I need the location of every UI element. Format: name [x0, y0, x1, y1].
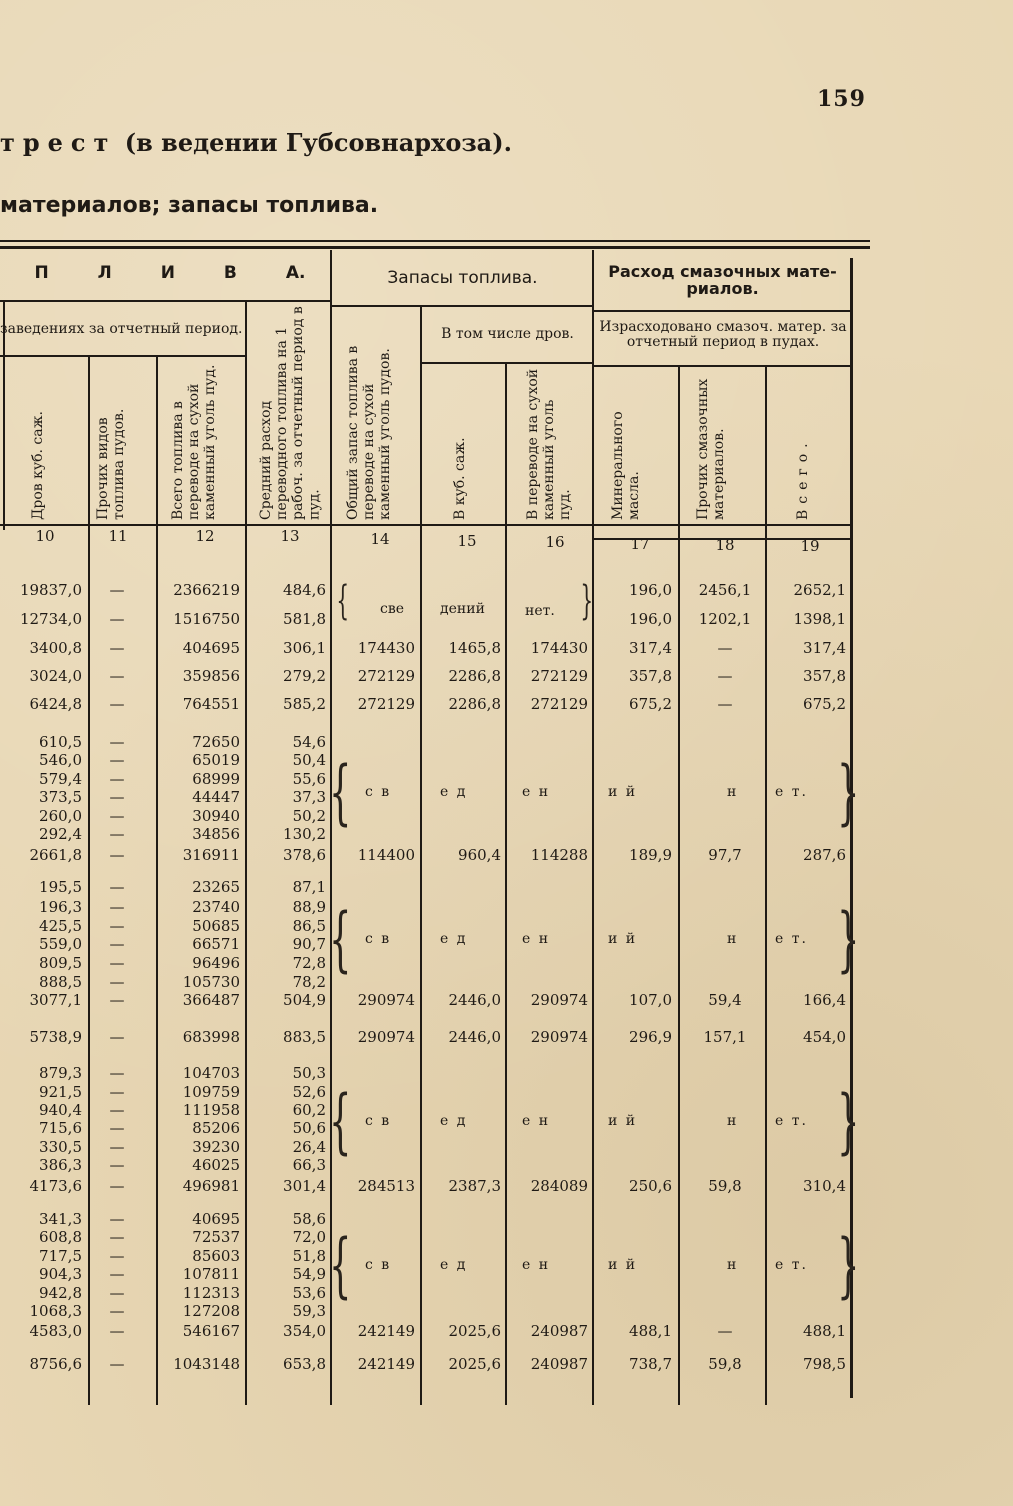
column-number: 15: [457, 532, 477, 550]
table-cell: 5738,9: [29, 1028, 82, 1046]
table-cell: 653,8: [283, 1355, 326, 1373]
table-cell: 354,0: [283, 1322, 326, 1340]
table-cell: 272129: [530, 695, 588, 713]
note-svedeniy-net: е т.: [775, 931, 808, 947]
table-cell: 1043148: [173, 1355, 240, 1373]
header-col13: Средний расход переводного топлива на 1 рабоч. за отчетный период в пуд.: [258, 306, 323, 520]
table-cell: 105730: [182, 973, 240, 991]
table-cell: 174430: [357, 639, 415, 657]
table-cell: 242149: [357, 1322, 415, 1340]
table-cell: 888,5: [39, 973, 82, 991]
table-cell: 260,0: [39, 807, 82, 825]
brace-close: }: [837, 751, 860, 833]
note-svedeniy-net: е н: [522, 784, 551, 800]
table-cell: —: [109, 878, 125, 896]
note-sve: све: [380, 601, 405, 617]
table-cell: 488,1: [629, 1322, 672, 1340]
grid-line: [420, 305, 422, 1405]
note-svedeniy-net: е д: [440, 784, 468, 800]
header-rashod: Расход смазочных мате-риалов.: [608, 262, 837, 298]
table-cell: 66571: [192, 935, 240, 953]
table-cell: 290974: [530, 1028, 588, 1046]
table-cell: 44447: [192, 788, 240, 806]
page-title: [0, 128, 512, 157]
brace-open: {: [329, 898, 352, 980]
table-cell: —: [109, 1138, 125, 1156]
table-cell: —: [717, 639, 733, 657]
table-cell: 585,2: [283, 695, 326, 713]
table-cell: 1465,8: [448, 639, 501, 657]
table-cell: —: [109, 935, 125, 953]
header-rule: [330, 305, 592, 307]
table-cell: 196,0: [629, 581, 672, 599]
table-cell: 50685: [192, 917, 240, 935]
table-cell: 960,4: [458, 846, 501, 864]
table-cell: 53,6: [292, 1284, 326, 1302]
table-cell: 675,2: [803, 695, 846, 713]
table-cell: —: [109, 1101, 125, 1119]
header-letter: А.: [285, 263, 306, 283]
table-cell: 4173,6: [29, 1177, 82, 1195]
table-cell: 85206: [192, 1119, 240, 1137]
page-number: 159: [817, 86, 866, 112]
table-cell: 1068,3: [29, 1302, 82, 1320]
table-cell: 317,4: [629, 639, 672, 657]
table-cell: 26,4: [292, 1138, 326, 1156]
table-cell: 66,3: [292, 1156, 326, 1174]
table-cell: 157,1: [703, 1028, 747, 1046]
table-cell: 683998: [182, 1028, 240, 1046]
table-cell: 373,5: [39, 788, 82, 806]
table-cell: 366487: [182, 991, 240, 1009]
table-cell: 404695: [182, 639, 240, 657]
table-cell: 290974: [530, 991, 588, 1009]
table-cell: 454,0: [803, 1028, 846, 1046]
table-cell: —: [109, 695, 125, 713]
header-letter: В: [223, 263, 237, 283]
note-svedeniy-net: е н: [522, 1257, 551, 1273]
table-cell: 97,7: [708, 846, 742, 864]
table-cell: 2661,8: [29, 846, 82, 864]
table-cell: 54,6: [292, 733, 326, 751]
note-svedeniy-net: е т.: [775, 1257, 808, 1273]
table-cell: 55,6: [292, 770, 326, 788]
header-col17: Минерального масла.: [610, 411, 643, 520]
table-cell: 59,8: [708, 1355, 742, 1373]
table-cell: —: [109, 639, 125, 657]
table-cell: 717,5: [39, 1247, 82, 1265]
table-cell: 72,8: [292, 954, 326, 972]
table-cell: 50,6: [292, 1119, 326, 1137]
table-cell: 87,1: [292, 878, 326, 896]
table-cell: 904,3: [39, 1265, 82, 1283]
column-number: 19: [800, 537, 820, 555]
table-cell: —: [109, 991, 125, 1009]
table-cell: —: [109, 1119, 125, 1137]
table-cell: 23740: [192, 898, 240, 916]
table-cell: 2286,8: [448, 695, 501, 713]
header-rule: [592, 310, 850, 312]
table-cell: 107,0: [629, 991, 672, 1009]
brace-open: {: [329, 1224, 352, 1306]
table-cell: —: [109, 610, 125, 628]
note-svedeniy-net: с в: [365, 784, 392, 800]
note-svedeniy-net: и й: [608, 1113, 638, 1129]
table-cell: 2366219: [173, 581, 240, 599]
table-cell: 59,4: [708, 991, 742, 1009]
table-cell: 34856: [192, 825, 240, 843]
brace-open: {: [336, 578, 350, 624]
table-cell: —: [109, 751, 125, 769]
note-svedeniy-net: е д: [440, 931, 468, 947]
note-svedeniy-net: н: [727, 784, 739, 800]
table-cell: —: [109, 846, 125, 864]
header-letter: Л: [97, 263, 112, 283]
note-svedeniy-net: е д: [440, 1113, 468, 1129]
table-cell: 675,2: [629, 695, 672, 713]
table-cell: 2456,1: [698, 581, 752, 599]
note-deniy: дений: [440, 601, 485, 617]
header-col16: В переводе на сухой каменный уголь пуд.: [525, 368, 574, 520]
table-cell: 104703: [182, 1064, 240, 1082]
table-cell: 879,3: [39, 1064, 82, 1082]
grid-line: [765, 365, 767, 1405]
note-svedeniy-net: с в: [365, 1113, 392, 1129]
table-cell: —: [109, 954, 125, 972]
header-bottom-rule: [0, 524, 850, 526]
table-cell: 546,0: [39, 751, 82, 769]
table-cell: —: [717, 667, 733, 685]
header-col15: В куб. саж.: [452, 437, 468, 520]
note-svedeniy-net: е д: [440, 1257, 468, 1273]
table-cell: 51,8: [292, 1247, 326, 1265]
table-cell: 107811: [182, 1265, 240, 1283]
header-col19: Всего.: [795, 437, 811, 520]
table-cell: 242149: [357, 1355, 415, 1373]
table-cell: 130,2: [283, 825, 326, 843]
column-number: 11: [108, 527, 128, 545]
header-zapasy: Запасы топлива.: [387, 268, 538, 288]
table-cell: 72,0: [292, 1228, 326, 1246]
header-col18: Прочих смазочных материалов.: [695, 378, 728, 520]
title-rest: (в ведении Губсовнархоза).: [124, 128, 512, 157]
table-cell: —: [109, 1083, 125, 1101]
table-cell: —: [109, 581, 125, 599]
table-cell: 1202,1: [698, 610, 752, 628]
table-cell: 310,4: [803, 1177, 846, 1195]
top-rule: [0, 240, 870, 242]
table-cell: —: [109, 1028, 125, 1046]
table-cell: 357,8: [629, 667, 672, 685]
grid-line: [592, 250, 594, 1405]
table-cell: 23265: [192, 878, 240, 896]
table-cell: —: [109, 917, 125, 935]
table-cell: 279,2: [283, 667, 326, 685]
table-cell: 316911: [182, 846, 240, 864]
table-cell: 559,0: [39, 935, 82, 953]
table-cell: 189,9: [629, 846, 672, 864]
note-svedeniy-net: е н: [522, 1113, 551, 1129]
table-cell: 715,6: [39, 1119, 82, 1137]
table-cell: 112313: [182, 1284, 240, 1302]
table-cell: 272129: [530, 667, 588, 685]
table-cell: 59,8: [708, 1177, 742, 1195]
header-v-tom-chisle: В том числе дров.: [441, 326, 574, 342]
header-rule: [0, 300, 330, 302]
header-izrashodovano: Израсходовано смазоч. матер. за отчетный период в пудах.: [599, 319, 847, 350]
header-letter: И: [160, 263, 175, 283]
table-cell: 272129: [357, 695, 415, 713]
table-cell: 764551: [182, 695, 240, 713]
table-cell: 114288: [530, 846, 588, 864]
table-cell: 52,6: [292, 1083, 326, 1101]
table-cell: 50,3: [292, 1064, 326, 1082]
table-cell: 581,8: [283, 610, 326, 628]
table-cell: —: [109, 1265, 125, 1283]
table-cell: —: [109, 770, 125, 788]
brace-close: }: [580, 578, 594, 624]
header-rule: [0, 355, 245, 357]
table-cell: 40695: [192, 1210, 240, 1228]
title-trest: трест: [0, 128, 117, 157]
table-cell: 610,5: [39, 733, 82, 751]
table-cell: 195,5: [39, 878, 82, 896]
table-cell: 12734,0: [19, 610, 82, 628]
table-cell: 88,9: [292, 898, 326, 916]
table-cell: 78,2: [292, 973, 326, 991]
table-cell: 2446,0: [448, 1028, 501, 1046]
table-cell: —: [109, 973, 125, 991]
column-number: 18: [715, 536, 735, 554]
table-cell: 386,3: [39, 1156, 82, 1174]
table-cell: —: [717, 1322, 733, 1340]
table-cell: 90,7: [292, 935, 326, 953]
table-cell: 1516750: [173, 610, 240, 628]
note-net: нет.: [525, 603, 555, 619]
table-cell: 921,5: [39, 1083, 82, 1101]
table-cell: 378,6: [283, 846, 326, 864]
table-cell: 942,8: [39, 1284, 82, 1302]
table-cell: 301,4: [283, 1177, 326, 1195]
header-col10: Дров куб. саж.: [30, 411, 46, 520]
table-cell: 341,3: [39, 1210, 82, 1228]
table-cell: 2652,1: [793, 581, 846, 599]
table-cell: —: [109, 1322, 125, 1340]
table-cell: 425,5: [39, 917, 82, 935]
brace-open: {: [329, 1080, 352, 1162]
table-cell: 608,8: [39, 1228, 82, 1246]
table-cell: —: [109, 825, 125, 843]
table-cell: 284089: [530, 1177, 588, 1195]
table-cell: —: [109, 898, 125, 916]
table-cell: 65019: [192, 751, 240, 769]
table-cell: —: [109, 807, 125, 825]
table-cell: 240987: [530, 1322, 588, 1340]
table-cell: 296,9: [629, 1028, 672, 1046]
brace-close: }: [837, 1080, 860, 1162]
table-cell: 290974: [357, 991, 415, 1009]
table-cell: 579,4: [39, 770, 82, 788]
table-cell: 114400: [357, 846, 415, 864]
table-cell: 504,9: [283, 991, 326, 1009]
table-cell: 357,8: [803, 667, 846, 685]
table-cell: 240987: [530, 1355, 588, 1373]
table-cell: 39230: [192, 1138, 240, 1156]
table-cell: 809,5: [39, 954, 82, 972]
header-col14: Общий запас топлива в переводе на сухой каменный уголь пудов.: [345, 345, 394, 520]
note-svedeniy-net: н: [727, 1257, 739, 1273]
table-cell: 72537: [192, 1228, 240, 1246]
table-cell: 272129: [357, 667, 415, 685]
table-cell: 2025,6: [448, 1322, 501, 1340]
table-cell: 3077,1: [29, 991, 82, 1009]
table-cell: 59,3: [292, 1302, 326, 1320]
table-cell: 940,4: [39, 1101, 82, 1119]
brace-close: }: [837, 898, 860, 980]
table-cell: 2446,0: [448, 991, 501, 1009]
note-svedeniy-net: и й: [608, 1257, 638, 1273]
note-svedeniy-net: с в: [365, 931, 392, 947]
table-cell: —: [109, 788, 125, 806]
table-cell: 546167: [182, 1322, 240, 1340]
column-number: 17: [630, 535, 650, 553]
table-cell: 883,5: [283, 1028, 326, 1046]
note-svedeniy-net: е т.: [775, 1113, 808, 1129]
table-cell: 196,3: [39, 898, 82, 916]
table-cell: 317,4: [803, 639, 846, 657]
table-cell: 8756,6: [29, 1355, 82, 1373]
header-col12: Всего топлива в переводе на сухой каменный уголь пуд.: [170, 364, 219, 520]
table-cell: —: [109, 1210, 125, 1228]
table-cell: —: [109, 667, 125, 685]
table-cell: 72650: [192, 733, 240, 751]
header-letter: П: [34, 263, 49, 283]
page-subtitle: материалов; запасы топлива.: [0, 193, 379, 218]
table-cell: 2286,8: [448, 667, 501, 685]
table-cell: —: [109, 1302, 125, 1320]
table-cell: 306,1: [283, 639, 326, 657]
table-cell: 68999: [192, 770, 240, 788]
table-cell: 30940: [192, 807, 240, 825]
table-cell: —: [109, 1156, 125, 1174]
header-rule: [592, 365, 850, 367]
grid-line: [505, 362, 507, 1405]
table-cell: 1398,1: [793, 610, 846, 628]
brace-open: {: [329, 751, 352, 833]
table-cell: 2387,3: [448, 1177, 501, 1195]
table-cell: —: [109, 1228, 125, 1246]
table-cell: 19837,0: [19, 581, 82, 599]
table-cell: 290974: [357, 1028, 415, 1046]
brace-close: }: [837, 1224, 860, 1306]
table-cell: —: [109, 1177, 125, 1195]
grid-line: [245, 300, 247, 1405]
table-cell: 50,4: [292, 751, 326, 769]
grid-line: [156, 355, 158, 1405]
table-cell: 488,1: [803, 1322, 846, 1340]
table-cell: 174430: [530, 639, 588, 657]
column-number: 16: [545, 533, 565, 551]
grid-line: [678, 365, 680, 1405]
table-cell: 330,5: [39, 1138, 82, 1156]
note-svedeniy-net: е н: [522, 931, 551, 947]
table-cell: 54,9: [292, 1265, 326, 1283]
table-cell: 37,3: [292, 788, 326, 806]
column-number: 14: [370, 530, 390, 548]
note-svedeniy-net: н: [727, 1113, 739, 1129]
table-cell: 127208: [182, 1302, 240, 1320]
table-cell: 86,5: [292, 917, 326, 935]
table-cell: —: [109, 1247, 125, 1265]
header-topliva: [10, 265, 330, 283]
table-cell: 359856: [182, 667, 240, 685]
table-cell: 46025: [192, 1156, 240, 1174]
table-cell: 4583,0: [29, 1322, 82, 1340]
table-cell: 50,2: [292, 807, 326, 825]
note-svedeniy-net: е т.: [775, 784, 808, 800]
table-cell: 196,0: [629, 610, 672, 628]
top-rule-thick: [0, 246, 870, 249]
table-cell: 58,6: [292, 1210, 326, 1228]
column-number: 12: [195, 527, 215, 545]
table-cell: —: [717, 695, 733, 713]
table-cell: 284513: [357, 1177, 415, 1195]
note-svedeniy-net: н: [727, 931, 739, 947]
note-svedeniy-net: и й: [608, 931, 638, 947]
table-cell: 109759: [182, 1083, 240, 1101]
column-number: 13: [280, 527, 300, 545]
column-number: 10: [35, 527, 55, 545]
table-cell: 484,6: [283, 581, 326, 599]
table-cell: 496981: [182, 1177, 240, 1195]
table-cell: 85603: [192, 1247, 240, 1265]
table-cell: —: [109, 1355, 125, 1373]
header-rule: [420, 362, 592, 364]
table-cell: 287,6: [803, 846, 846, 864]
table-cell: —: [109, 733, 125, 751]
header-zavedeniyah: заведениях за отчетный период.: [0, 321, 243, 337]
header-col11: Прочих видов топлива пудов.: [95, 408, 128, 520]
table-cell: 60,2: [292, 1101, 326, 1119]
table-cell: 738,7: [629, 1355, 672, 1373]
table-cell: 96496: [192, 954, 240, 972]
note-svedeniy-net: с в: [365, 1257, 392, 1273]
table-cell: 6424,8: [29, 695, 82, 713]
table-cell: 798,5: [803, 1355, 846, 1373]
table-cell: 292,4: [39, 825, 82, 843]
table-cell: 3400,8: [29, 639, 82, 657]
table-cell: —: [109, 1064, 125, 1082]
table-cell: 3024,0: [29, 667, 82, 685]
table-cell: 111958: [182, 1101, 240, 1119]
table-cell: —: [109, 1284, 125, 1302]
note-svedeniy-net: и й: [608, 784, 638, 800]
table-cell: 2025,6: [448, 1355, 501, 1373]
table-cell: 250,6: [629, 1177, 672, 1195]
table-cell: 166,4: [803, 991, 846, 1009]
